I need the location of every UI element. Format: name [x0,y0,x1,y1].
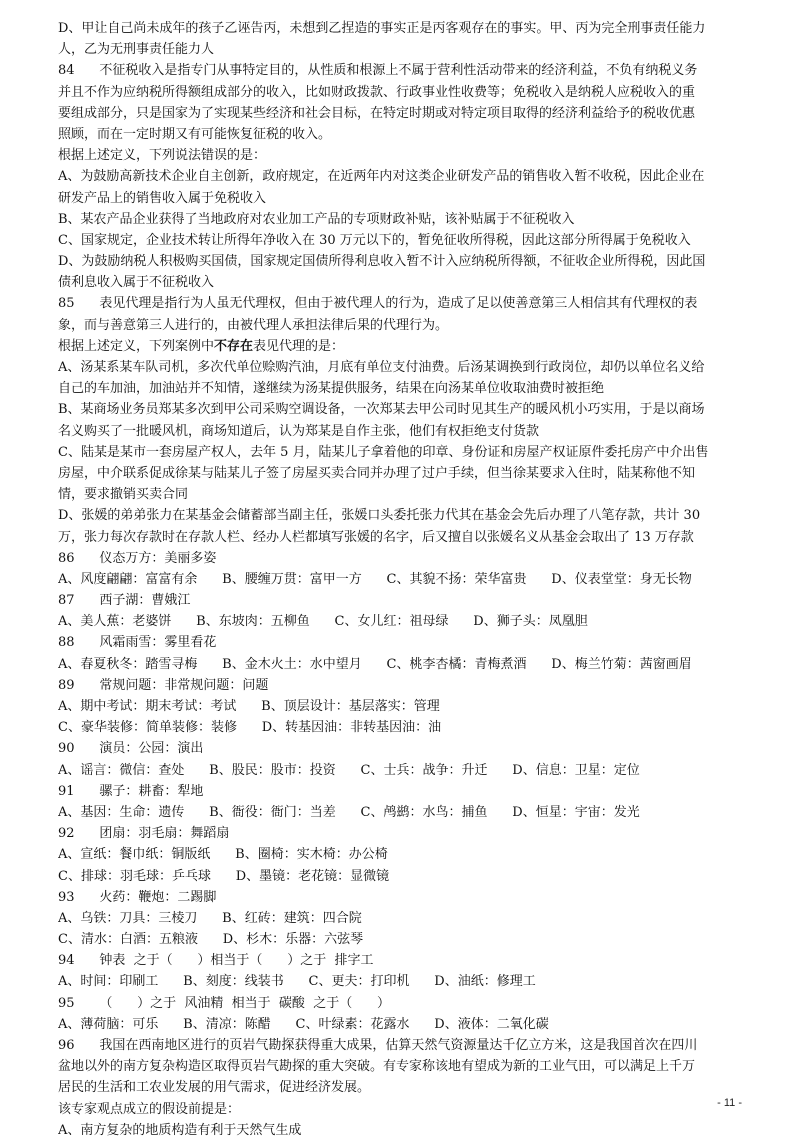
page-number: - 11 - [717,1097,742,1109]
text-line: 房屋，中介联系促成徐某与陆某儿子签了房屋买卖合同并办理了过户手续，但当徐某要求入住时，陆某称他不知 [58,465,696,481]
text-line: 93 火药：鞭炮：二踢脚 [58,889,217,905]
text-line: 情，要求撤销买卖合同 [58,487,189,503]
text-line: C、陆某是某市一套房屋产权人，去年 5 月，陆某儿子拿着他的印章、身份证和房屋产权证原件委托房产中介出售 [58,444,709,460]
text-line: 人，乙为无刑事责任能力人 [58,42,215,58]
text-line: A、基因：生命：遗传 B、衙役：衙门：当差 C、鸬鹚：水鸟：捕鱼 D、恒星：宇宙：发光 [58,804,640,820]
prompt-emphasis: 不存在 [214,338,254,354]
text-line: 该专家观点成立的假设前提是： [58,1101,241,1117]
text-line [58,336,742,357]
text-line: B、某商场业务员郑某多次到甲公司采购空调设备，一次郑某去甲公司时见其生产的暖风机小巧实用，于是以商场 [58,402,705,418]
text-line: 名义购买了一批暖风机，商场知道后，认为郑某是自作主张，他们有权拒绝支付货款 [58,423,540,439]
text-line: 91 骡子：耕畜：犁地 [58,783,204,799]
text-line: 96 我国在西南地区进行的页岩气勘探获得重大成果，估算天然气资源量达千亿立方米，这是我国首次在四川 [58,1038,698,1053]
text-line: 86 仪态万方：美丽多姿 [58,550,217,566]
text-line: 94 钟表 之于（ ）相当于（ ）之于 排字工 [58,953,374,969]
text-line: 并且不作为应纳税所得额组成部分的收入，比如财政拨款、行政事业性收费等；免税收入是纳税人应税收入的重 [58,84,696,100]
text-line: A、春夏秋冬：踏雪寻梅 B、金木火土：水中望月 C、桃李杏橘：青梅煮酒 D、梅兰竹菊：茜窗画眉 [58,656,692,672]
text-line: 84 不征税收入是指专门从事特定目的，从性质和根源上不属于营利性活动带来的经济利益，不负有纳税义务 [58,63,698,79]
text-line: 85 表见代理是指行为人虽无代理权，但由于被代理人的行为，造成了足以使善意第三人相信其有代理权的表 [58,296,698,312]
text-line: D、张媛的弟弟张力在某基金会储蓄部当副主任，张媛口头委托张力代其在基金会先后办理了八笔存款，共计 30 [58,508,701,524]
text-line: 债利息收入属于不征税收入 [58,275,215,291]
text-line: D、甲让自己尚未成年的孩子乙诬告丙，未想到乙捏造的事实正是丙客观存在的事实。甲、丙为完全刑事责任能力 [58,21,706,36]
text-line: A、时间：印刷工 B、刻度：线装书 C、更夫：打印机 D、油纸：修理工 [58,974,536,990]
text-line: D、为鼓励纳税人积极购买国债，国家规定国债所得利息收入暂不计入应纳税所得额，不征收企业所得税，因此国 [58,254,706,270]
text-line: A、薄荷脑：可乐 B、清凉：陈醋 C、叶绿素：花露水 D、液体：二氧化碳 [58,1016,549,1032]
text-line: 居民的生活和工农业发展的用气需求，促进经济发展。 [58,1080,371,1096]
text-line: 87 西子湖：曹娥江 [58,593,191,609]
text-line: 要组成部分，只是国家为了实现某些经济和社会目标，在特定时期或对特定项目取得的经济利益给予的税收优惠 [58,105,696,121]
text-line: 象，而与善意第三人进行的，由被代理人承担法律后果的代理行为。 [58,317,449,333]
text-line: 根据上述定义，下列说法错误的是： [58,148,267,164]
text-line: A、期中考试：期末考试：考试 B、顶层设计：基层落实：管理 [58,699,440,714]
text-line: 95 （ ）之于 风油精 相当于 碳酸 之于（ ） [58,995,390,1011]
text-line: B、某农产品企业获得了当地政府对农业加工产品的专项财政补贴，该补贴属于不征税收入 [58,211,575,227]
text-line: 照顾，而在一定时期又有可能恢复征税的收入。 [58,126,332,142]
text-line: C、国家规定，企业技术转让所得年净收入在 30 万元以下的，暂免征收所得税，因此这部分所得属于免税收入 [58,232,691,248]
prompt-text: 表见代理的是： [253,338,345,354]
text-line: 盆地以外的南方复杂构造区取得页岩气勘探的重大突破。有专家称该地有望成为新的工业气田，可以满足上千万 [58,1059,696,1075]
text-line: 90 演员：公园：演出 [58,741,204,757]
text-line: 88 风霜雨雪：雾里看花 [58,635,217,651]
text-line: A、谣言：微信：查处 B、股民：股市：投资 C、士兵：战争：升迁 D、信息：卫星：定位 [58,762,640,778]
text-line: A、南方复杂的地质构造有利于天然气生成 [58,1122,302,1138]
text-line: A、宣纸：餐巾纸：铜版纸 B、圈椅：实木椅：办公椅 [58,847,388,863]
text-line: A、汤某系某车队司机，多次代单位赊购汽油，月底有单位支付油费。后汤某调换到行政岗位，却仍以单位名义给 [58,360,705,375]
text-line: C、豪华装修：简单装修：装修 D、转基因油：非转基因油：油 [58,720,442,736]
text-line: 自己的车加油，加油站并不知情，遂继续为汤某提供服务，结果在向汤某单位收取油费时被拒绝 [58,381,605,397]
text-line: A、乌铁：刀具：三棱刀 B、红砖：建筑：四合院 [58,910,362,926]
text-line: A、美人蕉：老婆饼 B、东坡肉：五柳鱼 C、女儿红：祖母绿 D、狮子头：凤凰胆 [58,614,588,630]
text-line: A、为鼓励高新技术企业自主创新，政府规定，在近两年内对这类企业研发产品的销售收入暂不收税，因此企业在 [58,169,705,185]
text-line: A、风度翩翩：富富有余 B、腰缠万贯：富甲一方 C、其貌不扬：荣华富贵 D、仪表堂堂：身无长物 [58,571,692,587]
prompt-text: 根据上述定义，下列案例中 [58,338,215,354]
text-line: C、排球：羽毛球：乒乓球 D、墨镜：老花镜：显微镜 [58,868,390,884]
text-line: 万，张力每次存款时在存款人栏、经办人栏都填写张媛的名字，后又擅自以张媛名义从基金会取出了 13 万存款 [58,529,694,545]
text-line: 89 常规问题：非常规问题：问题 [58,677,269,693]
text-line: C、清水：白酒：五粮液 D、杉木：乐器：六弦琴 [58,932,364,948]
text-line: 92 团扇：羽毛扇：舞蹈扇 [58,826,230,842]
text-line: 研发产品上的销售收入属于免税收入 [58,190,267,206]
